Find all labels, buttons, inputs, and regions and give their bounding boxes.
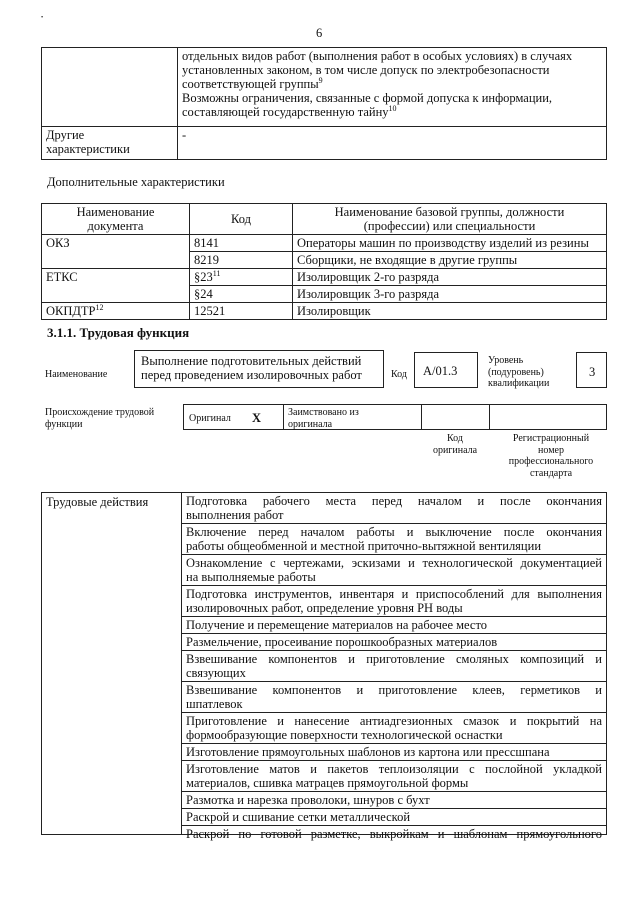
text-line: перед проведением изолировочных работ [141, 368, 362, 382]
text-line: работы общеобменной и местной приточно-вытяжной вентиляции [186, 539, 542, 553]
text-line: Взвешивание компонентов и приготовление клеев, герметиков и [186, 683, 602, 697]
borrowed-option[interactable]: Заимствовано из оригинала [288, 407, 359, 430]
name-cell: Операторы машин по производству изделий из резины [293, 235, 607, 252]
text-line: Размотка и нарезка проволоки, шнуров с бухт [186, 793, 430, 807]
text-line: материалов, сшивка матрацев прямоугольной формы [186, 776, 469, 790]
function-code-box: А/01.3 [414, 352, 478, 388]
original-code-caption: Код оригинала [432, 433, 478, 456]
divider [421, 405, 422, 429]
table-row [42, 286, 607, 303]
footnote-10[interactable]: 10 [388, 103, 397, 113]
labor-actions-list [182, 493, 606, 842]
code-cell: 12521 [190, 303, 293, 320]
doc-cell [42, 252, 190, 269]
divider [283, 405, 284, 429]
origin-label: Происхождение трудовой функции [45, 407, 155, 430]
divider [489, 405, 490, 429]
text-line: Изготовление прямоугольных шаблонов из картона или прессшпана [186, 745, 550, 759]
text-line: Раскрой по готовой разметке, выкройкам и шаблонам прямоугольного [186, 827, 602, 841]
code-cell: 8141 [190, 235, 293, 252]
original-option[interactable]: Оригинал [189, 413, 231, 424]
page-dot: · [40, 10, 45, 24]
additional-table [41, 203, 607, 320]
text-line: формообразующие поверхности технологической оснастки [186, 728, 503, 742]
text-line: Приготовление и нанесение антиадгезионных смазок и покрытий на [186, 714, 602, 728]
table-header-row [42, 204, 607, 235]
table-row [42, 269, 607, 286]
header-name: Наименование базовой группы, должности (профессии) или специальности [293, 204, 607, 235]
code-cell: $\S 23^{11}$ [190, 269, 293, 286]
additional-title: Дополнительные характеристики [47, 175, 225, 189]
table-row [42, 303, 607, 320]
registration-number-caption: Регистрационный номер профессионального стандарта [508, 433, 594, 479]
text-line: связующих [186, 666, 246, 680]
page-number: 6 [316, 26, 323, 40]
section-title: 3.1.1. Трудовая функция [47, 325, 190, 340]
conditions-cell [178, 48, 607, 127]
text-line: выполнения работ [186, 508, 284, 522]
original-mark: X [252, 411, 262, 425]
list-item [182, 713, 606, 744]
name-cell: Изолировщик [293, 303, 607, 320]
doc-cell: ОКПДТР$^{12}$ [42, 303, 190, 320]
list-item [182, 586, 606, 617]
list-item [182, 493, 606, 524]
qualification-level-box: 3 [576, 352, 607, 388]
header-doc: Наименование документа [42, 204, 190, 235]
list-item [182, 634, 606, 651]
name-cell: Сборщики, не входящие в другие группы [293, 252, 607, 269]
list-item [182, 651, 606, 682]
labor-actions-table [41, 492, 607, 841]
header-code: Код [190, 204, 293, 235]
text-line: на выполняемые работы [186, 570, 316, 584]
text-line: Подготовка рабочего места перед началом и после окончания [186, 494, 602, 508]
level-label: Уровень (подуровень) квалификации [488, 355, 550, 389]
table-row [42, 127, 607, 160]
origin-row [183, 404, 607, 430]
text-line: Возможны ограничения, связанные с формой допуска к информации, [182, 91, 553, 105]
footnote-9[interactable]: 9 [318, 75, 323, 85]
text-line: Ознакомление с чертежами, эскизами и технологической документацией [186, 556, 602, 570]
name-label: Наименование [45, 369, 108, 380]
list-item [182, 617, 606, 634]
doc-cell: ЕТКС [42, 269, 190, 286]
list-item [182, 809, 606, 826]
code-cell: §24 [190, 286, 293, 303]
text-line: Взвешивание компонентов и приготовление смоляных композиций и [186, 652, 602, 666]
table-row [42, 48, 607, 127]
text-line: Изготовление матов и пакетов теплоизоляции с послойной укладкой [186, 762, 602, 776]
table-row [42, 252, 607, 269]
text-line: шпатлевок [186, 697, 243, 711]
list-item [182, 744, 606, 761]
code-label: Код [391, 369, 407, 380]
list-item [182, 555, 606, 586]
other-label: Другие характеристики [42, 127, 178, 160]
footnote-12[interactable]: 12 [95, 302, 104, 312]
table-row [42, 235, 607, 252]
labor-actions-label: Трудовые действия [46, 495, 149, 509]
list-item [182, 792, 606, 809]
list-item [182, 682, 606, 713]
doc-cell [42, 286, 190, 303]
text-line: Размельчение, просеивание порошкообразных материалов [186, 635, 498, 649]
list-item [182, 524, 606, 555]
text-line: Получение и перемещение материалов на рабочее место [186, 618, 488, 632]
doc-cell: ОКЗ [42, 235, 190, 252]
text-line: Раскрой и сшивание сетки металлической [186, 810, 411, 824]
text-line: изолировочных работ, определение уровня PH воды [186, 601, 463, 615]
list-item [182, 826, 606, 842]
name-cell: Изолировщик 2-го разряда [293, 269, 607, 286]
text-line: Подготовка инструментов, инвентаря и приспособлений для выполнения [186, 587, 602, 601]
text-line: установленных законом, в том числе допуск по электробезопасности [182, 63, 550, 77]
function-name-box [134, 350, 384, 388]
text-line: отдельных видов работ (выполнения работ в особых условиях) в случаях [182, 49, 573, 63]
footnote-11[interactable]: 11 [212, 268, 221, 278]
text-line: составляющей государственную тайну$^{10}$ [182, 103, 397, 119]
other-value: - [178, 127, 607, 160]
name-cell: Изолировщик 3-го разряда [293, 286, 607, 303]
list-item [182, 761, 606, 792]
text-line: соответствующей группы$^9$ [182, 75, 323, 91]
code-cell: 8219 [190, 252, 293, 269]
text-line: Выполнение подготовительных действий [141, 354, 362, 368]
top-table [41, 47, 607, 160]
text-line: Включение перед началом работы и выключение после окончания [186, 525, 602, 539]
